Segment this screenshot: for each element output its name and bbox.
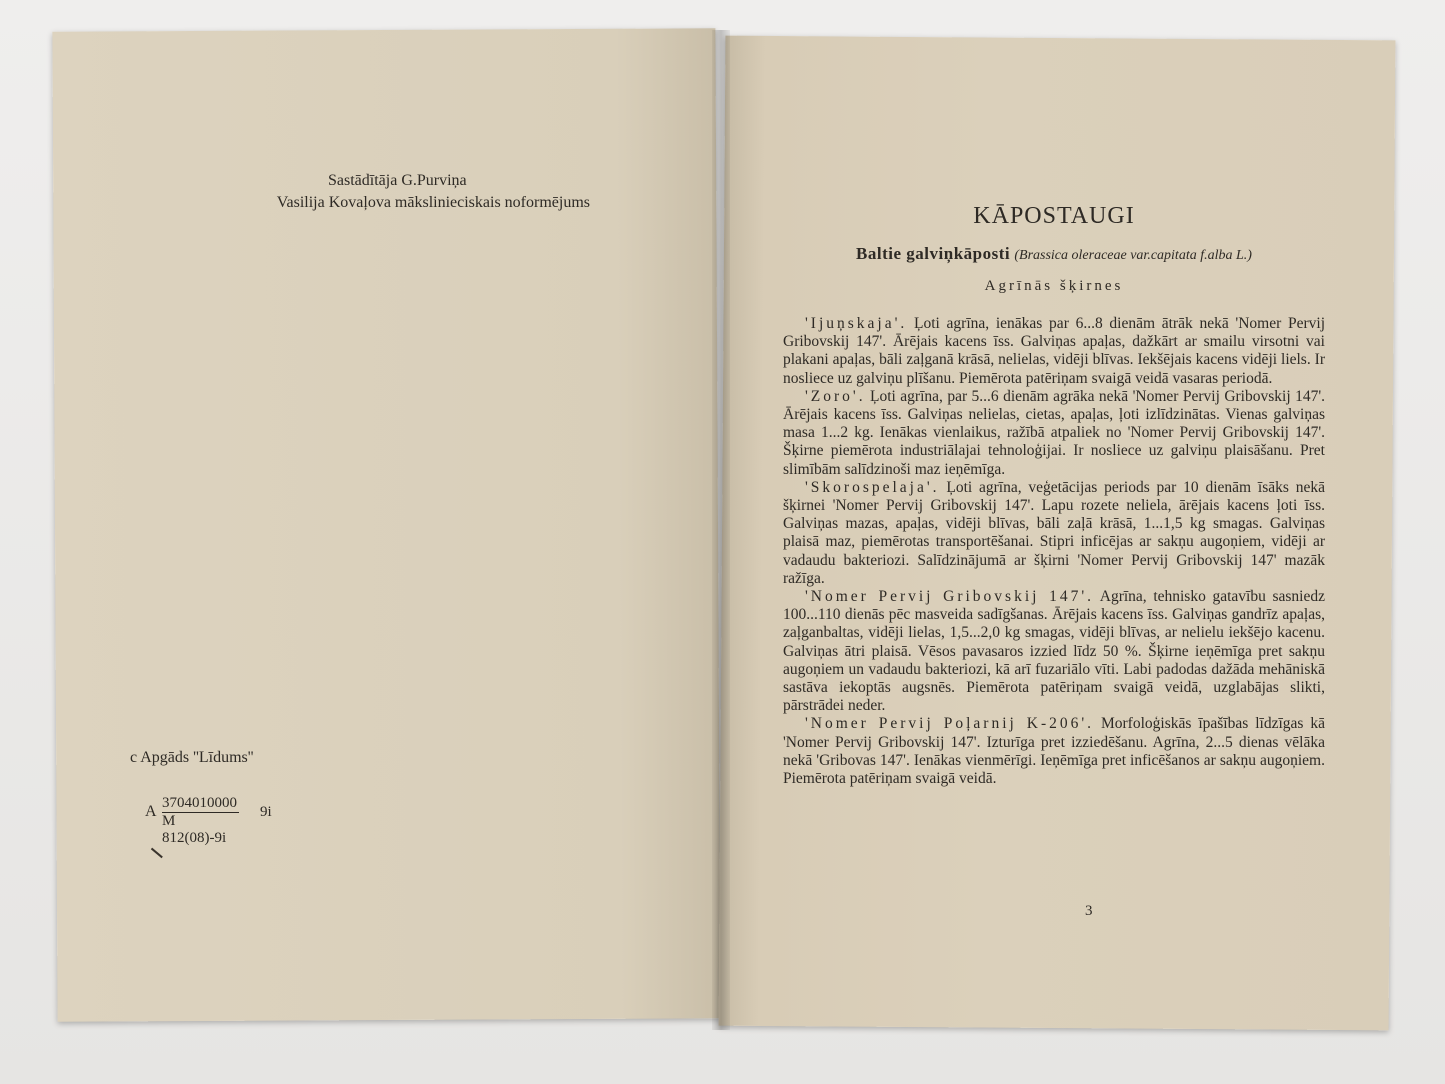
variety-name: 'Skorospelaja'. <box>805 478 940 496</box>
variety-name: 'Nomer Pervij Gribovskij 147'. <box>805 588 1094 606</box>
variety-description: Agrīna, tehnisko gatavību sasniedz 100...110 dienās pēc masveida sadīgšanas. Ārējais kacens īss. Galviņas gandrīz apaļas, zaļganbaltas, vidēji lielas, 1,5...2,0 kg smagas, vidēji blīvas, ar nelielu iekšējo kacenu. Galviņas ātri plaisā. Vēsos pavasaros izzied līdz 50 %. Šķirne ieņēmīga pret sakņu augoņiem un vadaudu bakteriozi, kā arī fuzariālo vīti. Labi padodas dažāda mehāniskā sastāva iekoptās augsnēs. Piemērota patēriņam svaigā veidā, uzglabājas slikti, pārstrādei neder. <box>783 588 1325 715</box>
section-heading: Agrīnās šķirnes <box>984 278 1124 294</box>
design-credit: Vasilija Kovaļova mākslinieciskais noformējums <box>276 194 590 211</box>
variety-paragraph <box>783 388 1325 479</box>
variety-paragraph <box>783 315 1325 388</box>
variety-paragraph <box>783 479 1325 588</box>
variety-description: Morfoloģiskās īpašības līdzīgas kā 'Nomer Pervij Gribovskij 147'. Izturīga pret izziedēšanu. Agrīna, 2...5 dienas vēlāka nekā 'Gribovas 147'. Ienākas vienmērīgi. Ieņēmīga pret inficēšanos ar sakņu augoņiem. Piemērota patēriņam svaigā veidā. <box>783 715 1325 788</box>
latin-name: (Brassica oleraceae var.capitata f.alba L.) <box>1014 248 1252 263</box>
page-number: 3 <box>1085 903 1093 919</box>
variety-description: Ļoti agrīna, ienākas par 6...8 dienām ātrāk nekā 'Nomer Pervij Gribovskij 147'. Ārējais kacens īss. Galviņas apaļas, dažkārt ar smailu virsotni vai plakani apaļas, bāli zaļganā krāsā, nelielas, vidēji blīvas. Iekšējais kacens vidēji liels. Ir nosliece uz galviņu plīšanu. Piemērota patēriņam svaigā veidā vasaras periodā. <box>783 315 1325 387</box>
copyright-line: c Apgāds ''Līdums'' <box>130 749 254 766</box>
variety-name: 'Ijuņskaja'. <box>805 315 908 332</box>
code-numerator: 3704010000 <box>162 795 237 811</box>
variety-description: Ļoti agrīna, veģetācijas periods par 10 dienām īsāks nekā šķirnei 'Nomer Pervij Gribovskij 147'. Lapu rozete neliela, ārējais kacens ļoti īss. Galviņas mazas, apaļas, vidēji blīvas, bāli zaļā krāsā, 1...1,5 kg smagas. Galviņas plaisā maz, piemērotas transportēšanai. Stipri inficējas ar sakņu augoņiem, vidēji ar vadaudu bakteriozi. Salīdzinājumā ar šķirni 'Nomer Pervij Gribovskij 147' mazāk ražīga. <box>783 478 1325 587</box>
code-suffix: 9i <box>260 804 272 820</box>
compiler-credit: Sastādītāja G.Purviņa <box>328 172 467 189</box>
variety-paragraph <box>783 588 1325 715</box>
body-text <box>783 315 1325 788</box>
variety-name: 'Zoro'. <box>805 387 866 405</box>
code-fraction <box>162 795 239 847</box>
subheading <box>783 244 1325 264</box>
book-gutter <box>712 30 730 1030</box>
chapter-heading: KĀPOSTAUGI <box>973 203 1135 229</box>
variety-paragraph <box>783 715 1325 788</box>
variety-name: 'Nomer Pervij Poļarnij K-206'. <box>805 715 1095 733</box>
credits-block <box>210 170 590 214</box>
variety-description: Ļoti agrīna, par 5...6 dienām agrāka nekā 'Nomer Pervij Gribovskij 147'. Ārējais kacens īss. Galviņas nelielas, cietas, apaļas, ļoti izlīdzinātas. Vienas galviņas masa 1...2 kg. Ienākas vienlaikus, ražībā atpaliek no 'Nomer Pervij Gribovskij 147'. Šķirne piemērota industriālajai tehnoloģijai. Ir nosliece uz galviņu plaisāšanu. Pret slimībām salīdzinoši maz ieņēmīga. <box>783 387 1325 478</box>
code-letter: A <box>145 803 157 820</box>
code-denominator: M 812(08)-9i <box>162 813 227 846</box>
subheading-title: Baltie galviņkāposti <box>856 244 1011 263</box>
